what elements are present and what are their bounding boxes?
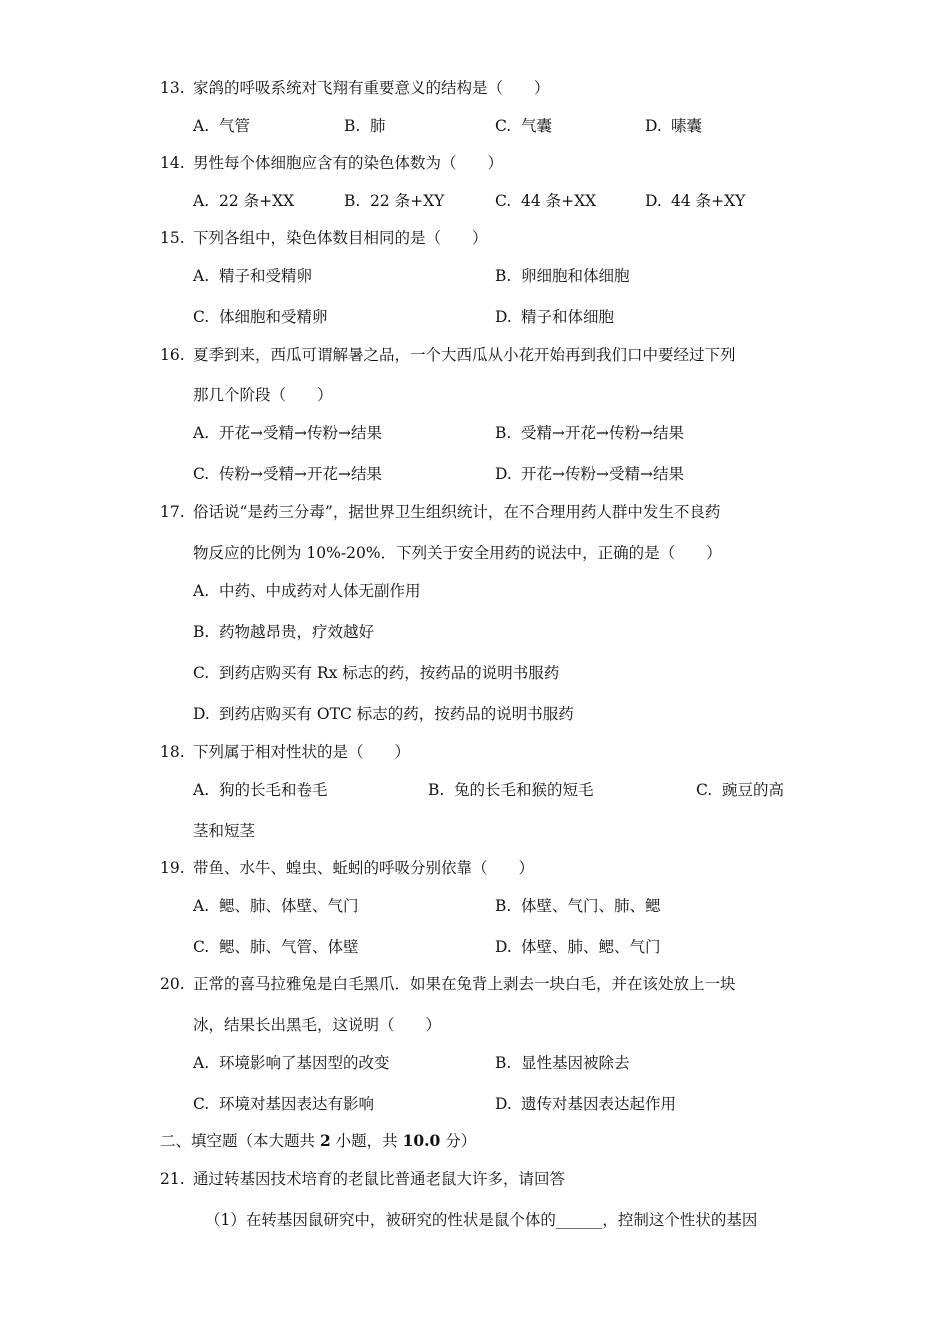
option-label: C. [193,308,210,326]
section-question-count: 2 [319,1131,331,1150]
option-d [645,115,702,137]
option-text: 兔的长毛和猴的短毛 [454,781,594,799]
option-b [495,422,684,444]
option-d [645,190,745,212]
option-text: 中药、中成药对人体无副作用 [219,582,421,600]
option-text: 22 条+XX [219,192,295,210]
option-text: 环境影响了基因型的改变 [219,1054,390,1072]
option-c [193,1093,374,1115]
option-d [495,463,684,485]
question-text: 正常的喜马拉雅兔是白毛黑爪．如果在兔背上剥去一块白毛，并在该处放上一块 [193,975,736,993]
option-text: 体细胞和受精卵 [219,308,328,326]
option-b [428,779,594,801]
option-label: B. [344,192,361,210]
option-label: C. [193,1095,210,1113]
option-text: 鳃、肺、气管、体壁 [219,938,359,956]
question-text-continued: 物反应的比例为 10%-20%．下列关于安全用药的说法中，正确的是（ ） [193,544,722,562]
option-b [344,115,386,137]
option-c [696,779,784,801]
question-number: 21. [160,1170,185,1188]
option-text: 遗传对基因表达起作用 [521,1095,677,1113]
option-text: 嗉囊 [671,117,703,135]
option-text: 到药店购买有 Rx 标志的药，按药品的说明书服药 [219,664,560,682]
option-text: 精子和受精卵 [219,267,313,285]
option-label: B. [495,267,512,285]
option-label: D. [495,1095,512,1113]
option-text: 豌豆的高 [722,781,785,799]
option-label: C. [495,192,512,210]
option-label: C. [193,938,210,956]
question-text: 下列各组中，染色体数目相同的是（ ） [193,229,488,247]
option-a [193,779,328,801]
option-text: 44 条+XX [521,192,597,210]
option-label: D. [495,938,512,956]
section-heading [160,1130,476,1152]
option-label: B. [428,781,445,799]
question-text: 下列属于相对性状的是（ ） [193,743,411,761]
question-text: 带鱼、水牛、蝗虫、蚯蚓的呼吸分别依靠（ ） [193,859,535,877]
option-b [344,190,444,212]
option-c [193,662,559,684]
option-text: 狗的长毛和卷毛 [219,781,328,799]
option-text: 气管 [219,117,251,135]
option-b [495,895,661,917]
option-text: 体壁、肺、鳃、气门 [521,938,661,956]
question-number: 16. [160,346,185,364]
option-label: D. [645,117,662,135]
question-number: 19. [160,859,185,877]
option-label: A. [193,582,210,600]
option-b [495,265,630,287]
option-label: B. [495,1054,512,1072]
section-heading-suffix: 分） [440,1132,477,1150]
option-a [193,895,359,917]
option-label: C. [495,117,512,135]
question-number: 13. [160,79,185,97]
option-label: B. [495,424,512,442]
option-text: 精子和体细胞 [521,308,615,326]
option-text: 药物越昂贵，疗效越好 [219,623,375,641]
option-text: 显性基因被除去 [521,1054,630,1072]
question-number: 20. [160,975,185,993]
section-heading-prefix: 二、填空题（本大题共 [160,1132,320,1150]
option-a [193,580,421,602]
option-text-wrap: 茎和短茎 [193,822,256,840]
option-label: D. [495,308,512,326]
option-label: C. [193,664,210,682]
option-label: B. [495,897,512,915]
option-a [193,190,294,212]
question-number: 14. [160,154,185,172]
option-label: A. [193,192,210,210]
option-label: D. [495,465,512,483]
option-d [495,1093,676,1115]
sub-question: （1）在转基因鼠研究中，被研究的性状是鼠个体的______，控制这个性状的基因 [205,1211,758,1229]
option-label: A. [193,781,210,799]
option-c [495,115,552,137]
option-text: 开花→传粉→受精→结果 [521,465,684,483]
option-text: 鳃、肺、体壁、气门 [219,897,359,915]
option-text: 传粉→受精→开花→结果 [219,465,382,483]
option-d [495,306,614,328]
option-a [193,1052,390,1074]
option-text: 44 条+XY [671,192,746,210]
option-b [193,621,374,643]
question-text: 家鸽的呼吸系统对飞翔有重要意义的结构是（ ） [193,79,550,97]
option-c [193,463,382,485]
option-text: 体壁、气门、肺、鳃 [521,897,661,915]
option-text: 到药店购买有 OTC 标志的药，按药品的说明书服药 [219,705,574,723]
question-number: 15. [160,229,185,247]
section-heading-mid: 小题，共 [330,1132,403,1150]
option-label: B. [193,623,210,641]
option-label: D. [645,192,662,210]
option-label: D. [193,705,210,723]
question-text: 通过转基因技术培育的老鼠比普通老鼠大许多，请回答 [193,1170,566,1188]
option-label: A. [193,117,210,135]
question-number: 18. [160,743,185,761]
question-text-continued: 冰，结果长出黑毛，这说明（ ） [193,1016,442,1034]
option-text: 卵细胞和体细胞 [521,267,630,285]
question-text-continued: 那几个阶段（ ） [193,386,333,404]
option-label: A. [193,897,210,915]
option-text: 开花→受精→传粉→结果 [219,424,382,442]
option-c [193,936,359,958]
option-text: 肺 [370,117,386,135]
option-label: B. [344,117,361,135]
option-a [193,422,382,444]
option-b [495,1052,630,1074]
option-text: 22 条+XY [370,192,445,210]
question-number: 17. [160,503,185,521]
option-label: A. [193,424,210,442]
option-text: 气囊 [521,117,553,135]
option-text: 环境对基因表达有影响 [219,1095,375,1113]
option-text: 受精→开花→传粉→结果 [521,424,684,442]
option-c [193,306,328,328]
option-label: A. [193,1054,210,1072]
option-a [193,115,250,137]
option-c [495,190,596,212]
question-text: 夏季到来，西瓜可谓解暑之品，一个大西瓜从小花开始再到我们口中要经过下列 [193,346,736,364]
question-text: 男性每个体细胞应含有的染色体数为（ ） [193,154,504,172]
option-a [193,265,312,287]
option-label: C. [696,781,713,799]
option-d [193,703,574,725]
option-label: A. [193,267,210,285]
section-total-score: 10.0 [402,1131,441,1150]
option-label: C. [193,465,210,483]
option-d [495,936,661,958]
question-text: 俗话说“是药三分毒”，据世界卫生组织统计，在不合理用药人群中发生不良药 [193,503,721,521]
